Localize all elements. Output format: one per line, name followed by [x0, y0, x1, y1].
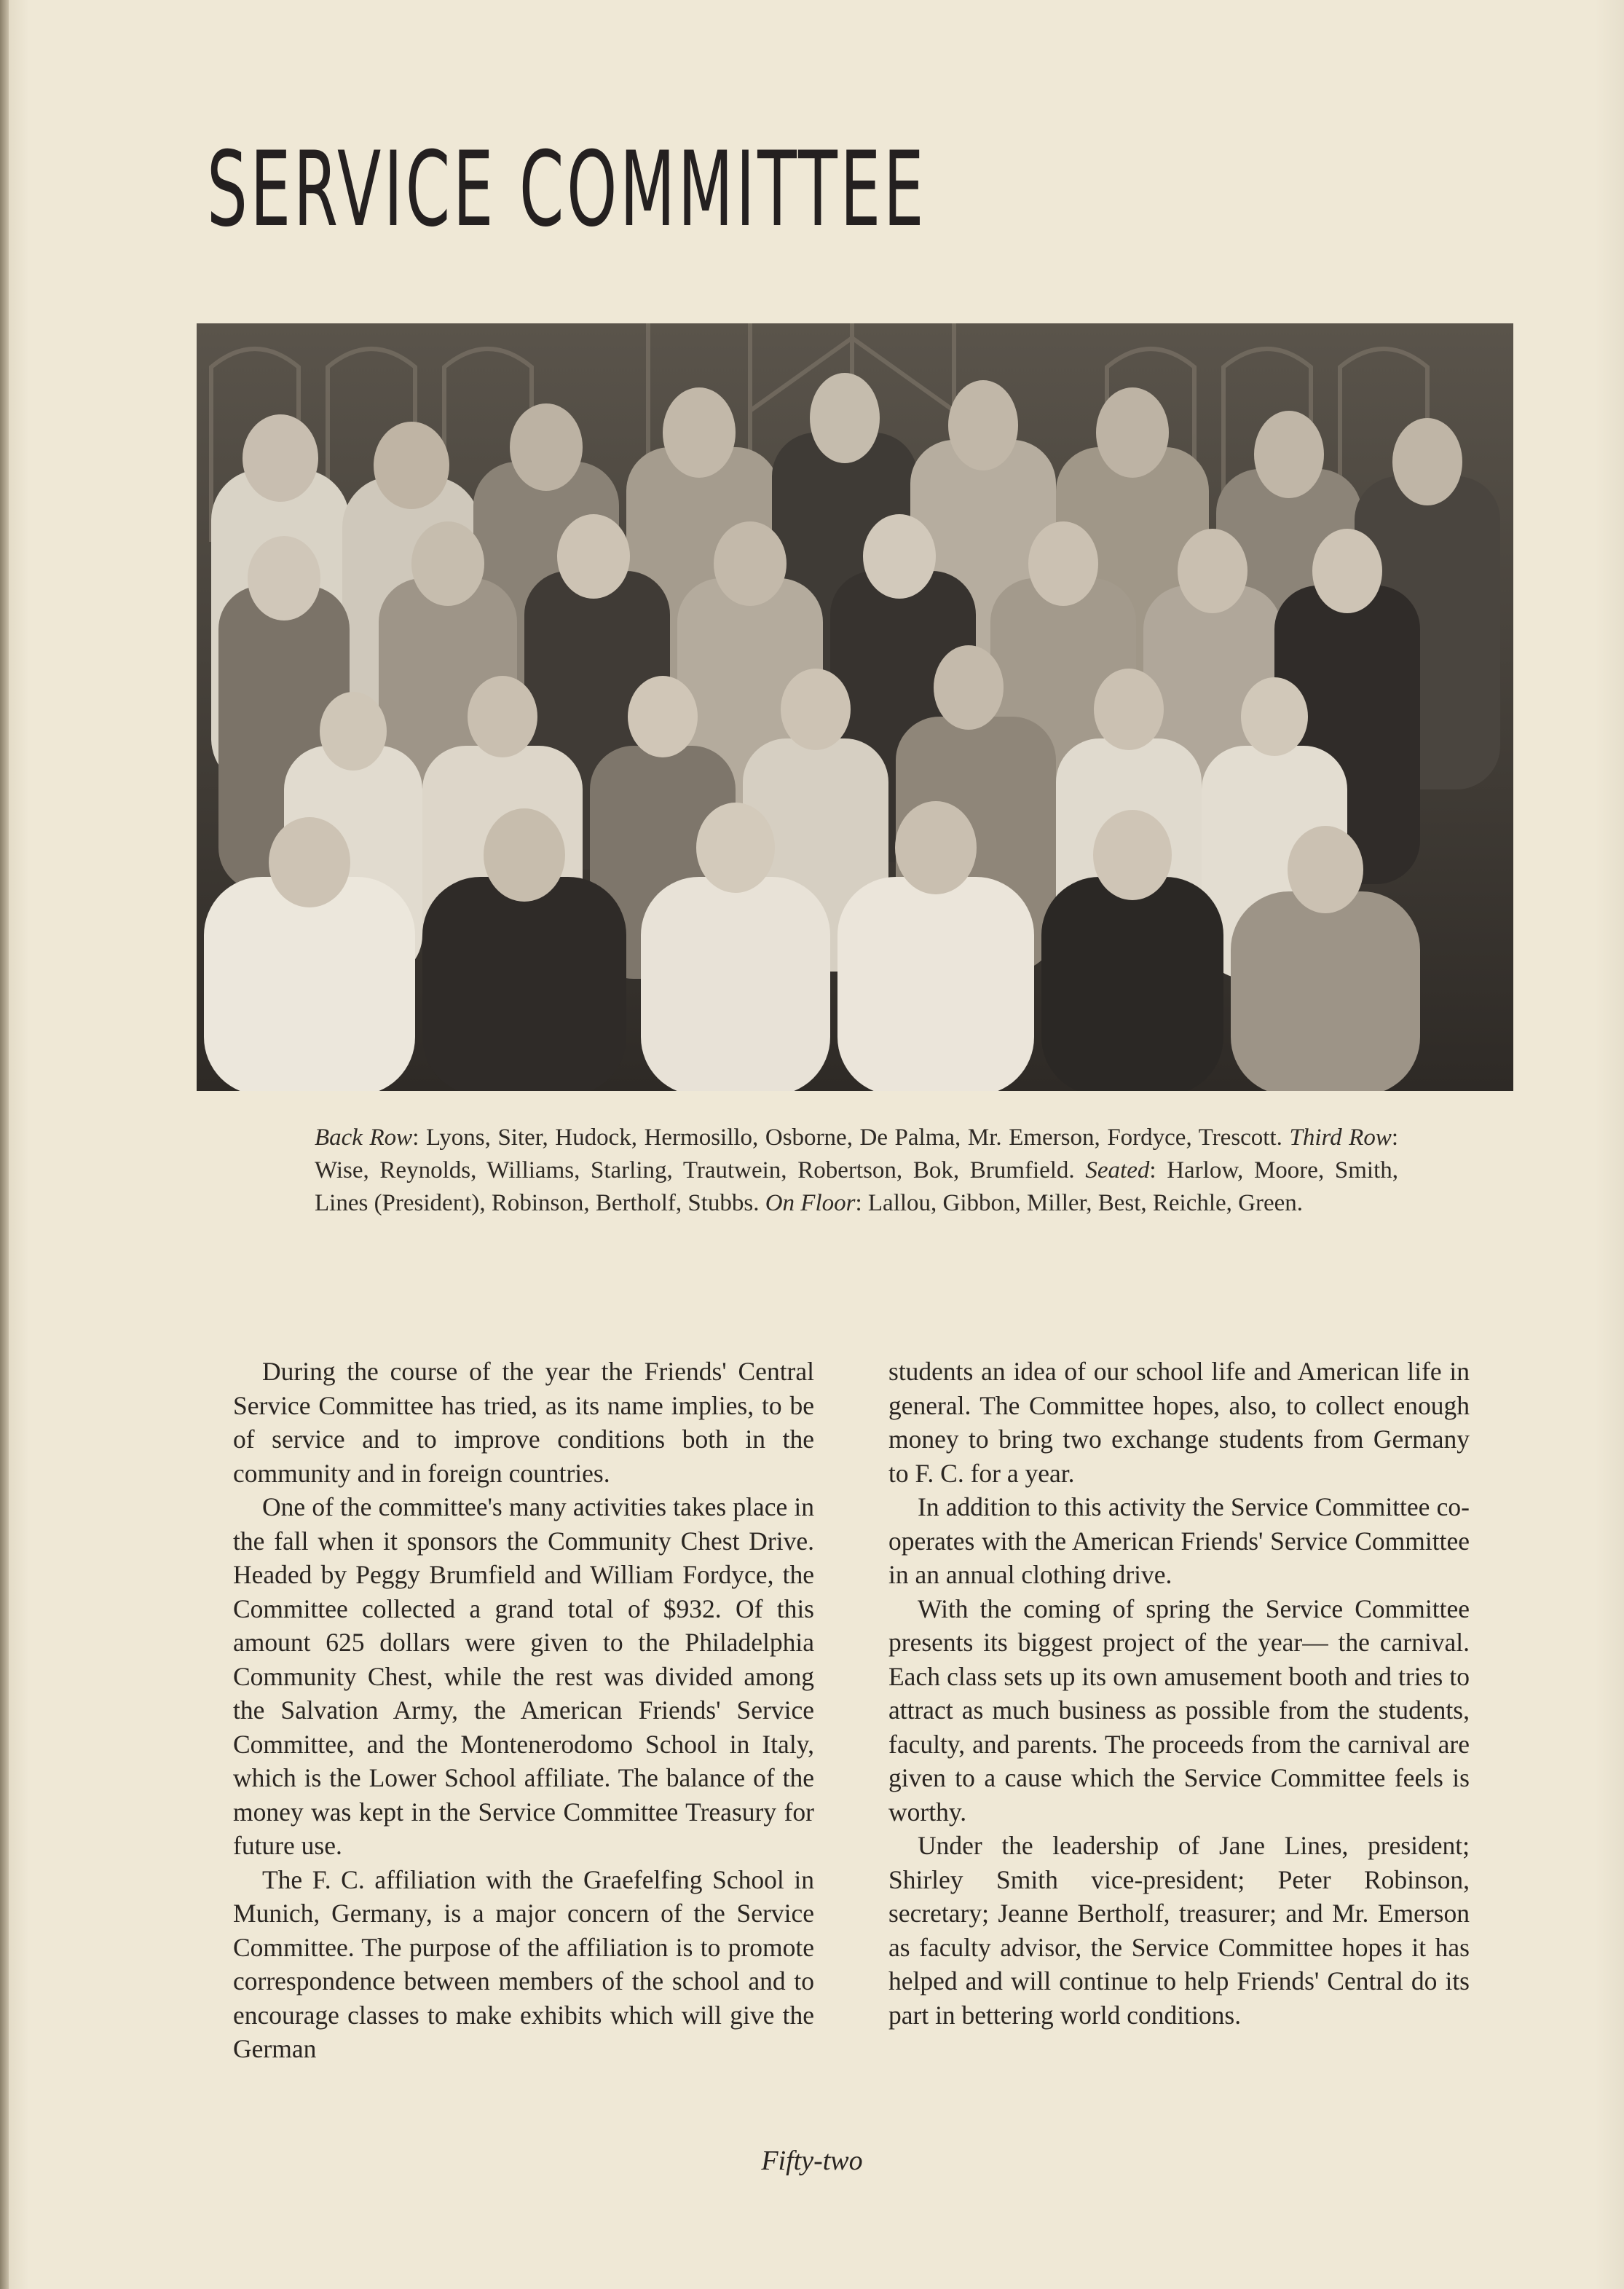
paragraph: Under the leadership of Jane Lines, president; Shirley Smith vice-president; Peter Robinson, secretary; Jeanne Bertholf, treasurer; and Mr. Emerson as faculty advisor, the Service Committee hopes it has helped and will continue to help Friends' Central do its part in bettering world conditions.: [888, 1831, 1470, 2030]
paragraph: students an idea of our school life and American life in general. The Committee hopes, also, to collect enough money to bring two exchange students from Germany to F. C. for a year.: [888, 1357, 1470, 1488]
paragraph: In addition to this activity the Service Committee co-operates with the American Friends' Service Committee in an annual clothing drive.: [888, 1492, 1470, 1589]
page-binding-edge: [0, 0, 9, 2289]
photo-caption: Back Row: Lyons, Siter, Hudock, Hermosillo, Osborne, De Palma, Mr. Emerson, Fordyce, Trescott. Third Row: Wise, Reynolds, Williams, Starling, Trautwein, Robertson, Bok, Brumfield. Seated: Harlow, Moore, Smith, Lines (President), Robinson, Bertholf, Stubbs. On Floor: Lallou, Gibbon, Miller, Best, Reichle, Green.: [315, 1124, 1399, 1216]
caption-third-row-names: Wise, Reynolds, Williams, Starling, Trautwein, Robertson, Bok, Brumfield.: [315, 1157, 1075, 1183]
caption-third-row-label: Third Row: [1289, 1124, 1392, 1151]
paragraph: The F. C. affiliation with the Graefelfing School in Munich, Germany, is a major concern of the Service Committee. The purpose of the affiliation is to promote correspondence between members of the school and to encourage classes to make exhibits which will give the German: [233, 1864, 814, 2063]
group-photo: [197, 323, 1513, 1091]
caption-on-floor-names: Lallou, Gibbon, Miller, Best, Reichle, Green.: [867, 1190, 1304, 1216]
caption-on-floor-label: On Floor: [765, 1190, 856, 1216]
paragraph: With the coming of spring the Service Committee presents its biggest project of the year— the carnival. Each class sets up its own amusement booth and tries to attract as much business as possible from the students, faculty, and parents. The proceeds from the carnival are given to a cause which the Service Committee feels is worthy.: [888, 1593, 1470, 1827]
body-column-right: [888, 1355, 1470, 2032]
caption-back-row-names: Lyons, Siter, Hudock, Hermosillo, Osborne, De Palma, Mr. Emerson, Fordyce, Trescott.: [425, 1124, 1282, 1151]
page-number: Fifty-two: [761, 2146, 863, 2176]
body-column-left: [233, 1355, 814, 2066]
caption-seated-label: Seated: [1085, 1157, 1150, 1183]
page-title: SERVICE COMMITTEE: [207, 130, 927, 250]
paragraph: One of the committee's many activities takes place in the fall when it sponsors the Community Chest Drive. Headed by Peggy Brumfield and William Fordyce, the Committee collected a grand total of $932. Of this amount 625 dollars were given to the Philadelphia Community Chest, while the rest was divided among the Salvation Army, the American Friends' Service Committee, and the Montenerodomo School in Italy, which is the Lower School affiliate. The balance of the money was kept in the Service Committee Treasury for future use.: [233, 1492, 814, 1860]
caption-seated-names: Harlow, Moore, Smith, Lines (President), Robinson, Bertholf, Stubbs.: [315, 1157, 1398, 1216]
caption-back-row-label: Back Row: [315, 1124, 413, 1151]
group-photo-image: [197, 323, 1513, 1091]
paragraph: During the course of the year the Friends' Central Service Committee has tried, as its name implies, to be of service and to improve conditions both in the community and in foreign countries.: [233, 1357, 814, 1488]
